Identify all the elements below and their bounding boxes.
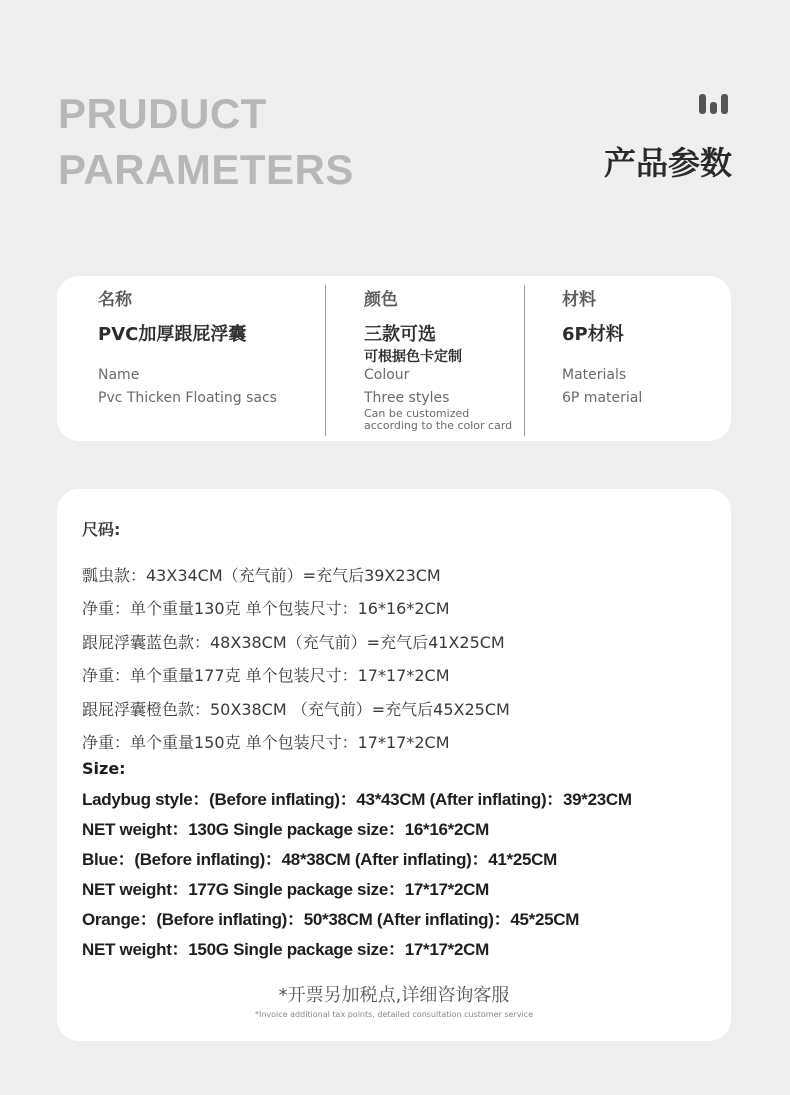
column-divider (325, 285, 326, 436)
param-value: 三款可选 (364, 324, 436, 345)
param-label: 颜色 (364, 290, 398, 310)
size-heading: 尺码: (82, 520, 121, 539)
param-english-value: Three styles (364, 390, 450, 406)
param-english-value: Pvc Thicken Floating sacs (98, 390, 277, 406)
size-line: Blue：(Before inflating)：48*38CM (After inflating)：41*25CM (82, 850, 558, 869)
param-label: 材料 (562, 290, 596, 310)
parameters-card (57, 276, 731, 441)
param-value-note: 可根据色卡定制 (364, 349, 462, 365)
chinese-title: 产品参数 (603, 144, 732, 182)
size-line: 净重：单个重量177克 单个包装尺寸：17*17*2CM (82, 666, 450, 686)
size-line: NET weight：130G Single package size：16*16*2CM (82, 820, 489, 839)
param-english-label: Colour (364, 367, 410, 383)
param-value: 6P材料 (562, 324, 624, 345)
bar-chart-icon-bar (710, 102, 717, 114)
invoice-note: *开票另加税点,详细咨询客服 (278, 985, 510, 1006)
param-english-note-line: according to the color card (364, 419, 513, 432)
english-title (58, 86, 354, 198)
english-title-line-1: PRUDUCT (58, 90, 267, 137)
chinese-size-list (82, 559, 510, 759)
size-line: NET weight：177G Single package size：17*17*2CM (82, 880, 489, 899)
param-english-value: 6P material (562, 390, 643, 406)
size-line: 跟屁浮囊橙色款：50X38CM （充气前）=充气后45X25CM (82, 699, 510, 719)
english-size-list (82, 785, 632, 965)
column-divider (524, 285, 525, 436)
english-title-line-2: PARAMETERS (58, 146, 354, 193)
size-line: NET weight：150G Single package size：17*17*2CM (82, 940, 489, 959)
param-english-note (364, 408, 512, 432)
invoice-note-english: *Invoice additional tax points, detailed consultation customer service (254, 1010, 534, 1019)
bar-chart-icon (699, 92, 729, 114)
param-label: 名称 (98, 290, 132, 310)
size-card (57, 489, 731, 1041)
param-english-label: Materials (562, 367, 627, 383)
size-line: Orange：(Before inflating)：50*38CM (After inflating)：45*25CM (82, 910, 580, 929)
size-line: 瓢虫款：43X34CM（充气前）=充气后39X23CM (82, 566, 441, 585)
size-line: 净重：单个重量130克 单个包装尺寸：16*16*2CM (82, 599, 450, 619)
param-english-note-line: Can be customized (364, 407, 470, 420)
param-english-label: Name (98, 367, 140, 383)
size-line: 跟屁浮囊蓝色款：48X38CM（充气前）=充气后41X25CM (82, 632, 505, 652)
english-size-heading: Size: (82, 759, 126, 778)
bar-chart-icon-bar (699, 94, 706, 114)
size-line: 净重：单个重量150克 单个包装尺寸：17*17*2CM (82, 732, 450, 752)
bar-chart-icon-bar (721, 94, 728, 114)
size-line: Ladybug style：(Before inflating)：43*43CM (After inflating)：39*23CM (82, 790, 632, 809)
param-value: PVC加厚跟屁浮囊 (98, 324, 247, 345)
